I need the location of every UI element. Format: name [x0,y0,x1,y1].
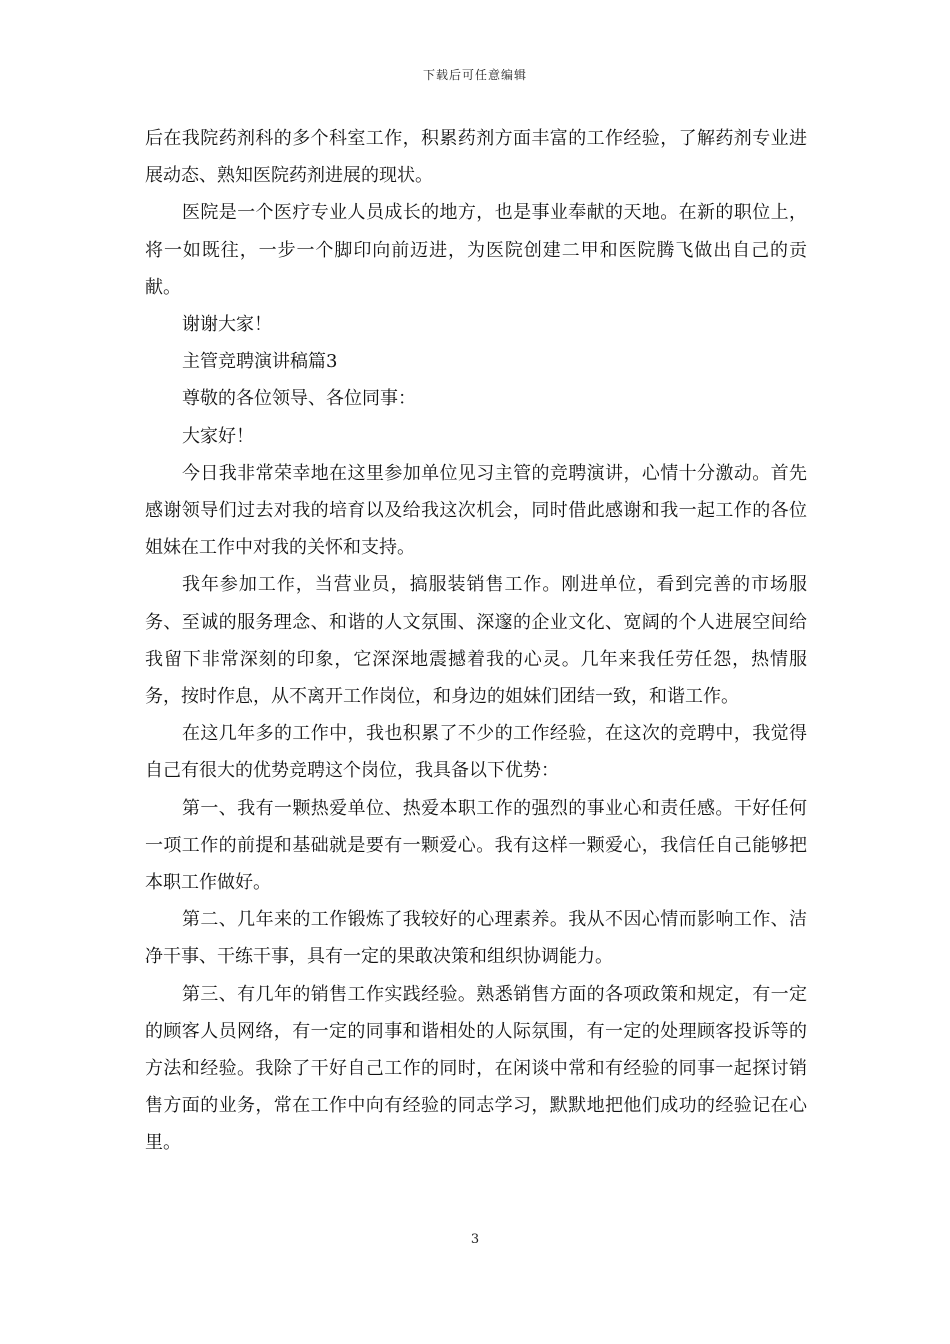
page-number: 3 [470,1232,480,1247]
paragraph: 医院是一个医疗专业人员成长的地方，也是事业奉献的天地。在新的职位上，将一如既往，一步一个脚印向前迈进，为医院创建二甲和医院腾飞做出自己的贡献。 [145,202,807,298]
paragraph: 后在我院药剂科的多个科室工作，积累药剂方面丰富的工作经验，了解药剂专业进展动态、熟知医院药剂进展的现状。 [145,128,807,187]
paragraph: 谢谢大家！ [182,314,272,336]
greeting: 大家好！ [182,425,254,447]
paragraph: 今日我非常荣幸地在这里参加单位见习主管的竞聘演讲，心情十分激动。首先感谢领导们过去对我的培育以及给我这次机会，同时借此感谢和我一起工作的各位姐妹在工作中对我的关怀和支持。 [145,462,807,559]
paragraph: 在这几年多的工作中，我也积累了不少的工作经验，在这次的竞聘中，我觉得自己有很大的优势竞聘这个岗位，我具备以下优势： [145,723,807,782]
section-title: 主管竞聘演讲稿篇3 [182,351,338,373]
paragraph: 第一、我有一颗热爱单位、热爱本职工作的强烈的事业心和责任感。干好任何一项工作的前提和基础就是要有一颗爱心。我有这样一颗爱心，我信任自己能够把本职工作做好。 [145,797,807,894]
paragraph: 我年参加工作，当营业员，搞服装销售工作。刚进单位，看到完善的市场服务、至诚的服务理念、和谐的人文氛围、深邃的企业文化、宽阔的个人进展空间给我留下非常深刻的印象，它深深地震撼着我的心灵。几年来我任劳任怨，热情服务，按时作息，从不离开工作岗位，和身边的姐妹们团结一致，和谐工作。 [145,574,807,708]
paragraph: 第二、几年来的工作锻炼了我较好的心理素养。我从不因心情而影响工作、洁净干事、干练干事，具有一定的果敢决策和组织协调能力。 [145,909,807,968]
paragraph: 第三、有几年的销售工作实践经验。熟悉销售方面的各项政策和规定，有一定的顾客人员网络，有一定的同事和谐相处的人际氛围，有一定的处理顾客投诉等的方法和经验。我除了干好自己工作的同时，在闲谈中常和有经验的同事一起探讨销售方面的业务，常在工作中向有经验的同志学习，默默地把他们成功的经验记在心里。 [145,983,807,1154]
salutation: 尊敬的各位领导、各位同事： [182,388,416,410]
page-header: 下载后可任意编辑 [422,68,527,82]
document-body [145,120,807,1162]
